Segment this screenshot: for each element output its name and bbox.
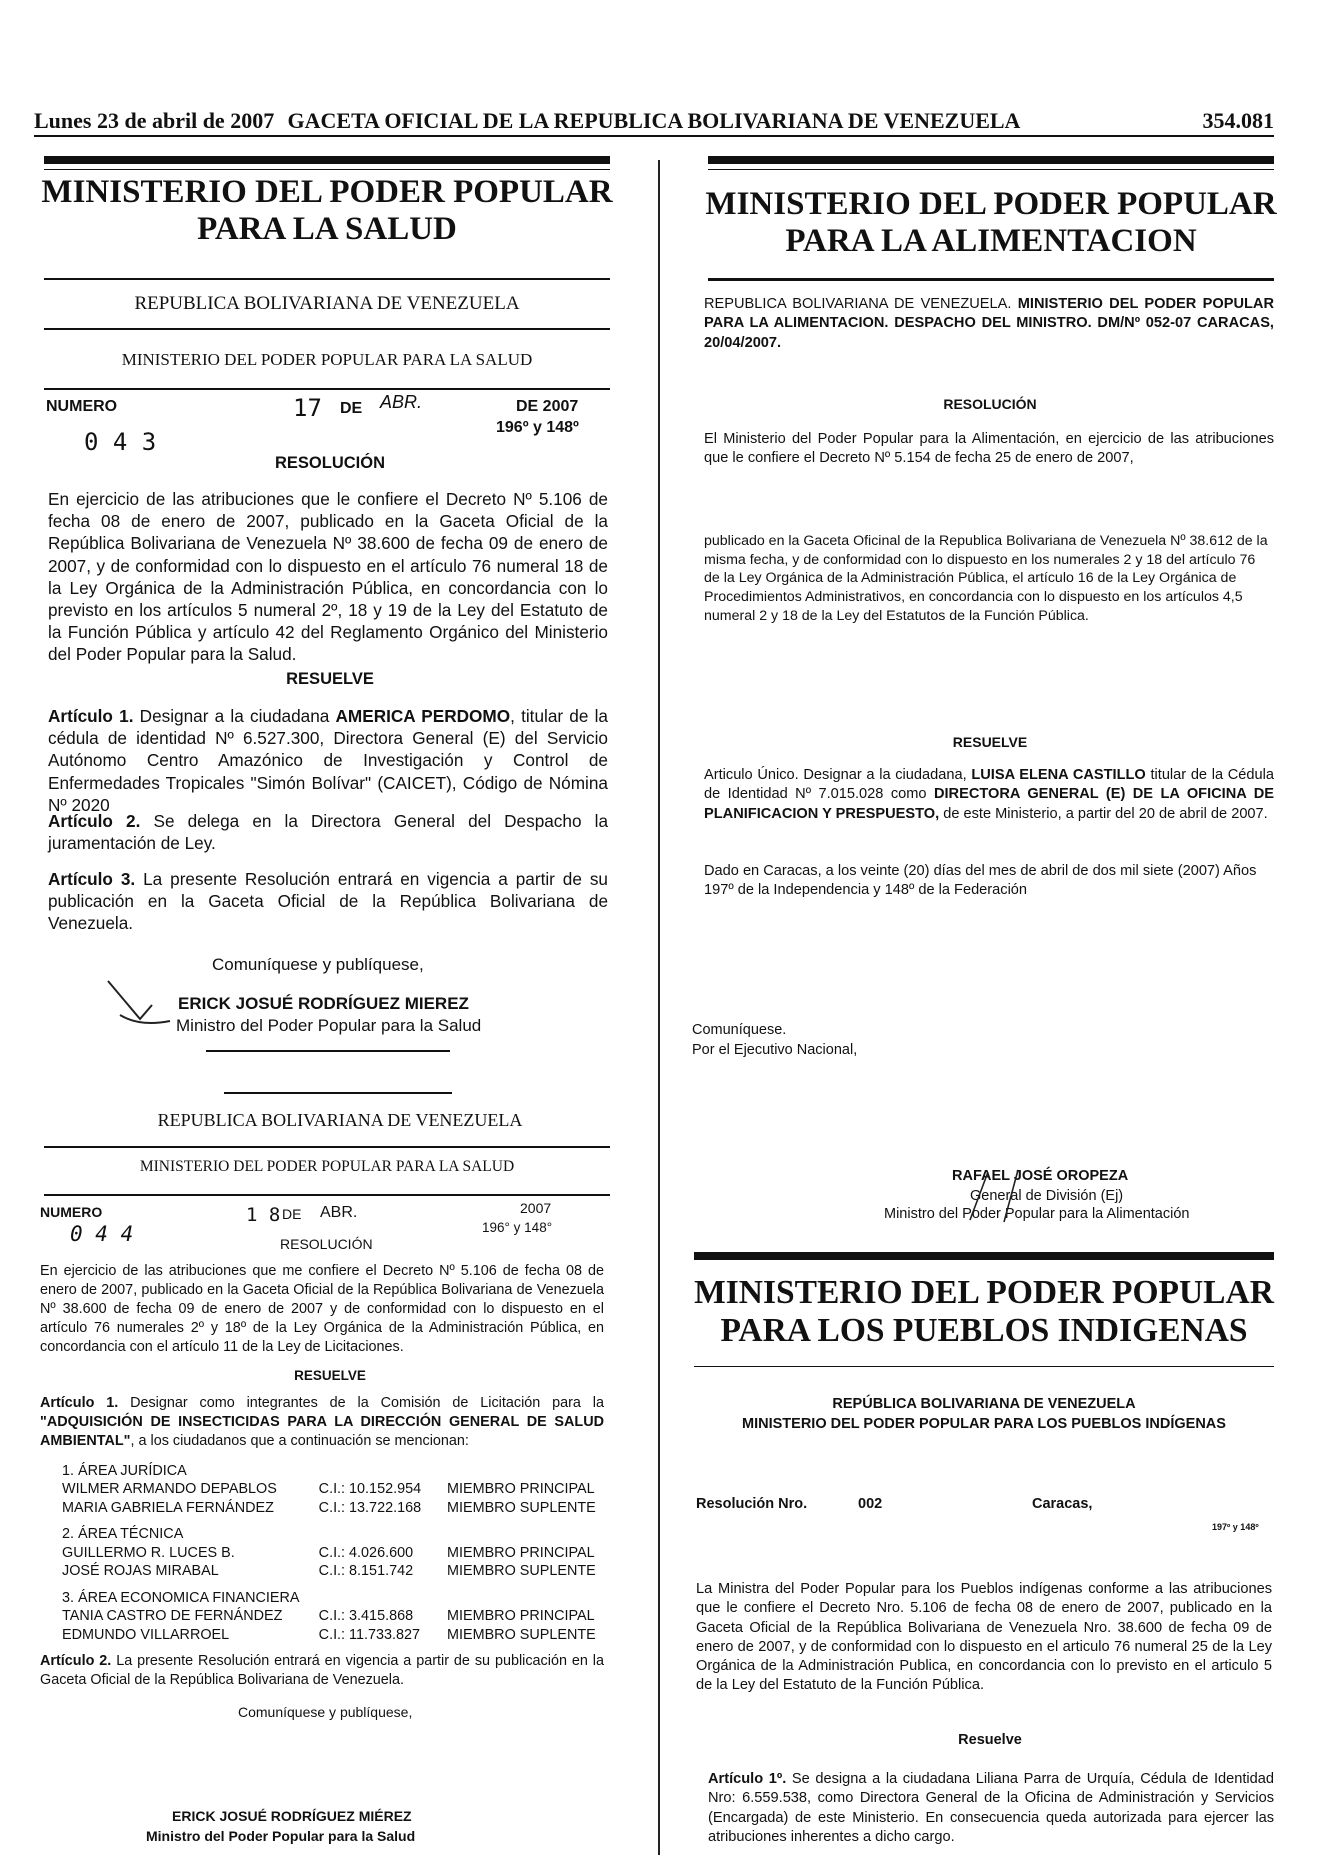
rule xyxy=(44,1146,610,1148)
commission-members xyxy=(62,1462,622,1644)
resolution-day: 17 xyxy=(293,394,322,422)
ministry-heading: MINISTERIO DEL PODER POPULAR PARA LA SALUD xyxy=(139,1158,515,1175)
resuelve-heading: RESUELVE xyxy=(286,670,374,688)
resolution-year: DE 2007 xyxy=(516,398,579,415)
header-publication: GACETA OFICIAL DE LA REPUBLICA BOLIVARIANA DE VENEZUELA xyxy=(287,108,1021,133)
designee-position: DIRECTORA GENERAL (E) DE LA OFICINA DE PLANIFICACION Y PRESPUESTO, xyxy=(704,786,1274,822)
date-de: DE xyxy=(340,400,363,417)
member-role: MIEMBRO SUPLENTE xyxy=(447,1626,596,1643)
signer-name: ERICK JOSUÉ RODRÍGUEZ MIÉREZ xyxy=(172,1808,412,1824)
section-title-line2: PARA LOS PUEBLOS INDIGENAS xyxy=(720,1311,1248,1349)
signature-rule xyxy=(206,1050,450,1052)
header-page-number: 354.081 xyxy=(1202,108,1274,133)
area-title: 2. ÁREA TÉCNICA xyxy=(62,1526,184,1543)
section-bar-alimentacion xyxy=(708,156,1274,164)
member-name: JOSÉ ROJAS MIRABAL xyxy=(62,1563,219,1580)
member-row xyxy=(62,1480,622,1498)
article-text: Designar como integrantes de la Comisión de Licitación para la xyxy=(118,1395,604,1411)
article-2 xyxy=(48,810,608,854)
article-label: Artículo 3. xyxy=(48,869,136,889)
closing-line: Comuníquese. xyxy=(692,1022,787,1038)
preamble: En ejercicio de las atribuciones que le confiere el Decreto Nº 5.106 de fecha 08 de enero de 2007, publicado en la Gaceta Oficial de la República Bolivariana de Venezuela Nº 38.600 de fecha 09 de enero de 2007, y de conformidad con lo dispuesto en el artículo 76 numeral 18 de la Ley Orgánica de la Administración Pública, en concordancia con lo previsto en los artículos 5 numeral 2º, 18 y 19 de la Ley del Estatuto de la Función Pública y artículo 42 del Reglamento Orgánico del Ministerio del Poder Popular para la Salud. xyxy=(48,489,608,665)
resolution-month: ABR. xyxy=(320,1204,358,1221)
preamble: En ejercicio de las atribuciones que me confiere el Decreto Nº 5.106 de fecha 08 de enero de 2007, publicado en la Gaceta Oficial de la República Bolivariana de Venezuela Nº 38.600 de fecha 09 de enero de 2007 y de conformidad con lo dispuesto en el artículo 76 numerales 2º y 18º de la Ley Orgánica de la Administración Pública, en concordancia con el artículo 11 de la Ley de Licitaciones. xyxy=(40,1263,604,1356)
resolution-years: 196° y 148° xyxy=(482,1220,553,1235)
resolution-years: 196º y 148º xyxy=(496,419,579,436)
dado-en-caracas: Dado en Caracas, a los veinte (20) días del mes de abril de dos mil siete (2007) Años 197º de la Independencia y 148º de la Federación xyxy=(704,863,1257,899)
area-group xyxy=(62,1525,622,1580)
designee-name: AMERICA PERDOMO xyxy=(335,706,511,726)
resuelve-heading: RESUELVE xyxy=(294,1368,366,1383)
member-role: MIEMBRO SUPLENTE xyxy=(447,1563,596,1580)
tender-title: "ADQUISICIÓN DE INSECTICIDAS PARA LA DIRECCIÓN GENERAL DE SALUD AMBIENTAL" xyxy=(40,1414,604,1450)
article-label: Artículo 2. xyxy=(40,1653,112,1669)
member-name: GUILLERMO R. LUCES B. xyxy=(62,1544,235,1561)
rule xyxy=(44,278,610,280)
area-title: 1. ÁREA JURÍDICA xyxy=(62,1463,187,1479)
caracas-label: Caracas, xyxy=(1032,1496,1093,1512)
signer-title: Ministro del Poder Popular para la Salud xyxy=(176,1016,482,1035)
closing-line: Comuníquese y publíquese, xyxy=(212,955,424,974)
resolucion-heading: RESOLUCIÓN xyxy=(274,454,385,472)
rule xyxy=(44,328,610,330)
rule xyxy=(44,1194,610,1196)
section-rule-alimentacion xyxy=(708,169,1274,170)
article-text: , a los ciudadanos que a continuación se mencionan: xyxy=(130,1433,469,1450)
section-title-line1: MINISTERIO DEL PODER POPULAR xyxy=(705,186,1277,222)
preamble-part-1: El Ministerio del Poder Popular para la Alimentación, en ejercicio de las atribuciones que le confiere el Decreto Nº 5.154 de fecha 25 de enero de 2007, xyxy=(704,431,1274,467)
member-ci: C.I.: 3.415.868 xyxy=(318,1608,414,1625)
member-name: MARIA GABRIELA FERNÁNDEZ xyxy=(62,1499,274,1516)
ministry-heading: MINISTERIO DEL PODER POPULAR PARA LOS PUEBLOS INDÍGENAS xyxy=(742,1416,1226,1432)
article-text: La presente Resolución entrará en vigencia a partir de su publicación en la Gaceta Oficial de la República Bolivariana de Venezuela. xyxy=(48,869,608,934)
column-divider xyxy=(658,160,660,1855)
article-text: Se delega en la Directora General del Despacho la juramentación de Ley. xyxy=(48,811,608,854)
member-ci: C.I.: 13.722.168 xyxy=(318,1499,422,1516)
article-text: Articulo Único. Designar a la ciudadana, xyxy=(704,767,972,783)
resolucion-heading: RESOLUCIÓN xyxy=(280,1236,373,1252)
closing-line: Comuníquese y publíquese, xyxy=(238,1704,413,1720)
heading-bold: MINISTERIO DEL PODER POPULAR PARA LA ALIMENTACION. DESPACHO DEL MINISTRO. DM/Nº 052-07 CARACAS, 20/04/2007. xyxy=(704,296,1274,351)
article-label: Artículo 1. xyxy=(48,706,134,726)
section-bar-indigenas xyxy=(694,1252,1274,1260)
heading-text: REPUBLICA BOLIVARIANA DE VENEZUELA. xyxy=(704,296,1018,312)
article-text: de este Ministerio, a partir del 20 de abril de 2007. xyxy=(939,805,1268,822)
numero-label: NUMERO xyxy=(40,1204,103,1220)
member-row xyxy=(62,1562,622,1580)
numero-value: 0 4 4 xyxy=(70,1222,134,1246)
preamble-part-2: publicado en la Gaceta Oficinal de la Republica Bolivariana de Venezuela Nº 38.612 de la misma fecha, y de conformidad con lo dispuesto en los numerales 2 y 18 del artículo 76 de la Ley Orgánica de la Administración Pública, el artículo 16 de la Ley Orgánica de Procedimientos Administrativos, en concordancia con lo dispuesto en los artículos 4,5 numeral 2 y 18 de la Ley del Estatutos de la Función Pública. xyxy=(704,533,1268,624)
date-de: DE xyxy=(282,1206,302,1222)
resuelve-heading: Resuelve xyxy=(958,1732,1022,1748)
member-row xyxy=(62,1499,622,1517)
member-row xyxy=(62,1607,622,1625)
section-title-alimentacion xyxy=(704,186,1278,260)
section-title-indigenas xyxy=(692,1274,1276,1349)
republic-heading: REPUBLICA BOLIVARIANA DE VENEZUELA xyxy=(134,293,520,314)
article-text: , titular de la cédula de identidad Nº 6.527.300, Directora General (E) del Servicio Autónomo Centro Amazónico de Investigación y Control de Enfermedades Tropicales "Simón Bolívar" (CAICET), Código de Nómina Nº 2020 xyxy=(48,706,608,815)
rule xyxy=(224,1092,452,1094)
member-role: MIEMBRO PRINCIPAL xyxy=(447,1608,595,1625)
signer-rank: General de División (Ej) xyxy=(970,1188,1124,1204)
closing-line-2: Por el Ejecutivo Nacional, xyxy=(692,1042,858,1058)
section-title-line2: PARA LA SALUD xyxy=(197,210,457,247)
signer-title: Ministro del Poder Popular para la Salud xyxy=(146,1828,416,1844)
rule xyxy=(694,1366,1274,1367)
header-date: Lunes 23 de abril de 2007 xyxy=(34,108,275,133)
section-title-line1: MINISTERIO DEL PODER POPULAR xyxy=(694,1274,1274,1311)
ministry-heading: MINISTERIO DEL PODER POPULAR PARA LA SALUD xyxy=(121,350,533,369)
member-name: WILMER ARMANDO DEPABLOS xyxy=(62,1481,277,1498)
area-group xyxy=(62,1589,622,1644)
article-1 xyxy=(708,1770,1274,1847)
resolucion-number: 002 xyxy=(858,1496,883,1512)
article-label: Artículo 1. xyxy=(40,1395,119,1411)
article-2 xyxy=(40,1652,604,1690)
area-group xyxy=(62,1462,622,1517)
resolucion-heading: RESOLUCIÓN xyxy=(943,396,1037,412)
preamble: La Ministra del Poder Popular para los Pueblos indígenas conforme a las atribuciones que le confiere el Decreto Nro. 5.106 de fecha 08 de enero de 2007, publicado en la Gaceta Oficial de la República Bolivariana de Venezuela Nro. 38.600 de fecha 09 de enero de 2007, y de conformidad con lo dispuesto en el articulo 76 numeral 25 de la Ley Orgánica de la Administración Publica, en concordancia con lo previsto en el articulo 5 de la Ley del Estatuto de la Función Pública. xyxy=(696,1581,1272,1694)
republic-heading: REPÚBLICA BOLIVARIANA DE VENEZUELA xyxy=(832,1396,1136,1412)
resolution-year: 2007 xyxy=(520,1200,552,1216)
member-ci: C.I.: 10.152.954 xyxy=(318,1481,422,1498)
resolucion-label: Resolución Nro. xyxy=(696,1496,808,1512)
article-label: Artículo 2. xyxy=(48,811,141,831)
member-name: TANIA CASTRO DE FERNÁNDEZ xyxy=(62,1608,283,1625)
article-label: Artículo 1º. xyxy=(708,1771,787,1787)
republic-heading: REPUBLICA BOLIVARIANA DE VENEZUELA xyxy=(157,1110,523,1130)
article-text: titular de la Cédula de Identidad Nº 7.015.028 como xyxy=(704,767,1274,803)
section-title-salud xyxy=(40,174,614,248)
member-ci: C.I.: 11.733.827 xyxy=(318,1626,421,1643)
numero-label: NUMERO xyxy=(46,398,118,415)
page-header xyxy=(34,108,1274,137)
section-title-line2: PARA LA ALIMENTACION xyxy=(785,222,1197,259)
article-3 xyxy=(48,868,608,935)
section-bar-salud xyxy=(44,156,610,164)
signer-title: Ministro del Poder Popular para la Alimentación xyxy=(884,1206,1190,1222)
section-rule-salud xyxy=(44,169,610,170)
rule xyxy=(708,278,1274,281)
resolution-day: 1 8 xyxy=(246,1204,281,1226)
numero-value: 0 4 3 xyxy=(84,428,157,456)
member-row xyxy=(62,1626,622,1644)
member-name: EDMUNDO VILLARROEL xyxy=(62,1626,230,1643)
signature-mark xyxy=(948,1164,1038,1224)
article-text: Designar a la ciudadana xyxy=(133,706,336,726)
alimentacion-heading xyxy=(704,295,1274,353)
member-ci: C.I.: 4.026.600 xyxy=(318,1544,414,1561)
signer-name: RAFAEL JOSÉ OROPEZA xyxy=(952,1168,1129,1184)
rule xyxy=(44,388,610,390)
member-role: MIEMBRO PRINCIPAL xyxy=(447,1544,595,1561)
member-ci: C.I.: 8.151.742 xyxy=(318,1563,414,1580)
section-title-line1: MINISTERIO DEL PODER POPULAR xyxy=(41,174,613,210)
article-1 xyxy=(48,705,608,816)
article-1 xyxy=(40,1394,604,1451)
member-role: MIEMBRO SUPLENTE xyxy=(447,1499,596,1516)
resolution-years: 197º y 148º xyxy=(1212,1522,1259,1532)
resuelve-heading: RESUELVE xyxy=(952,734,1028,750)
area-title: 3. ÁREA ECONOMICA FINANCIERA xyxy=(62,1589,300,1606)
article-unico xyxy=(704,766,1274,824)
article-text: La presente Resolución entrará en vigencia a partir de su publicación en la Gaceta Oficial de la República Bolivariana de Venezuela. xyxy=(40,1653,604,1689)
article-text: Se designa a la ciudadana Liliana Parra de Urquía, Cédula de Identidad Nro: 6.559.538, como Directora General de la Oficina de Administración y Servicios (Encargada) de este Ministerio. En consecuencia queda autorizada para ejercer las atribuciones inherentes a dicho cargo. xyxy=(708,1771,1274,1845)
member-row xyxy=(62,1544,622,1562)
designee-name: LUISA ELENA CASTILLO xyxy=(971,767,1146,783)
member-role: MIEMBRO PRINCIPAL xyxy=(447,1481,595,1498)
resolution-month: ABR. xyxy=(380,392,423,412)
signer-name: ERICK JOSUÉ RODRÍGUEZ MIEREZ xyxy=(178,994,469,1013)
